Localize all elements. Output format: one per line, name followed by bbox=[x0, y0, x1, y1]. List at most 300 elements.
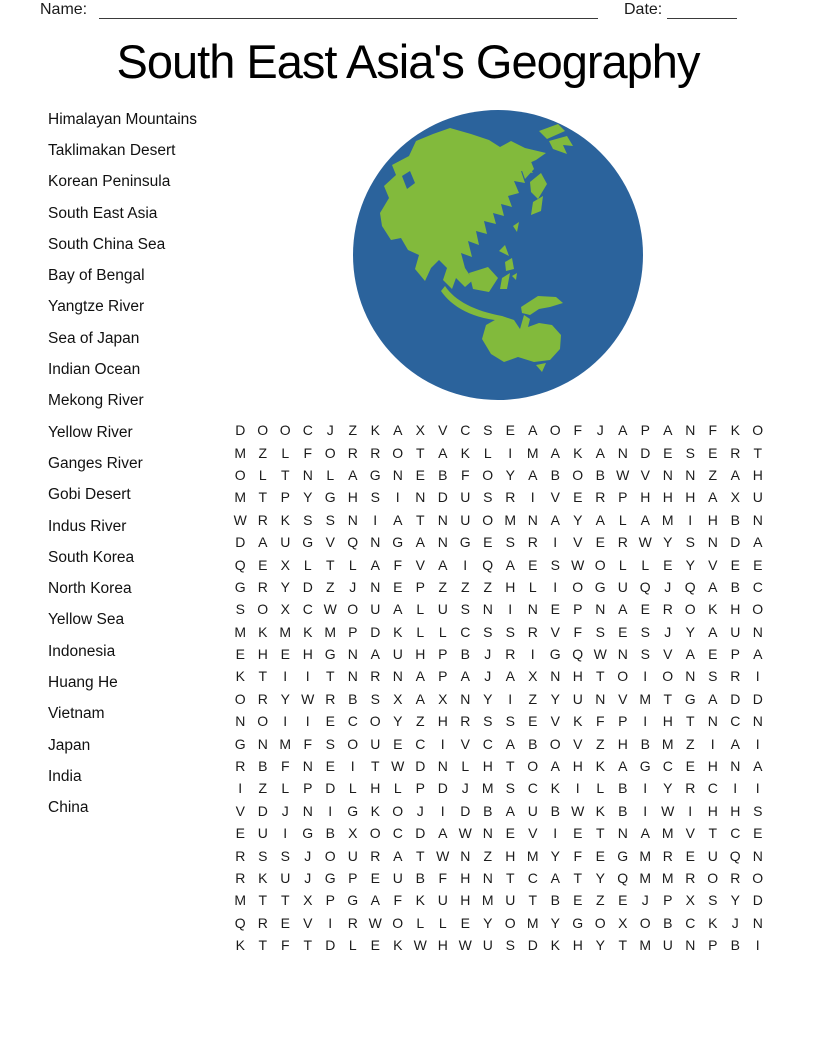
grid-letter: Q bbox=[639, 578, 651, 595]
grid-letter: D bbox=[257, 802, 268, 819]
grid-letter: K bbox=[550, 780, 560, 797]
grid-letter: H bbox=[572, 668, 583, 685]
grid-letter: I bbox=[688, 802, 693, 819]
grid-letter: A bbox=[595, 511, 605, 528]
grid-letter: L bbox=[326, 466, 335, 483]
grid-letter: N bbox=[595, 690, 606, 707]
grid-letter: U bbox=[257, 825, 268, 842]
grid-letter: U bbox=[662, 937, 673, 954]
grid-letter: L bbox=[303, 556, 312, 573]
grid-letter: G bbox=[369, 466, 381, 483]
grid-letter: S bbox=[280, 847, 290, 864]
grid-letter: K bbox=[235, 668, 245, 685]
grid-letter: X bbox=[528, 668, 538, 685]
grid-letter: H bbox=[572, 758, 583, 775]
grid-letter: M bbox=[234, 623, 247, 640]
grid-letter: E bbox=[280, 914, 290, 931]
grid-letter: A bbox=[708, 578, 718, 595]
grid-letter: F bbox=[393, 892, 403, 909]
date-blank-line[interactable] bbox=[667, 0, 737, 19]
grid-letter: H bbox=[730, 601, 741, 618]
grid-letter: T bbox=[280, 466, 290, 483]
word-list-item: Yellow River bbox=[48, 423, 133, 441]
grid-letter: L bbox=[596, 780, 605, 797]
grid-letter: A bbox=[415, 690, 425, 707]
word-list-item: South China Sea bbox=[48, 235, 166, 253]
grid-letter: I bbox=[688, 511, 693, 528]
grid-letter: I bbox=[575, 780, 580, 797]
grid-letter: W bbox=[571, 556, 585, 573]
grid-letter: N bbox=[415, 489, 426, 506]
grid-letter: X bbox=[303, 892, 313, 909]
grid-letter: I bbox=[530, 646, 535, 663]
grid-letter: I bbox=[755, 780, 760, 797]
grid-letter: W bbox=[661, 802, 675, 819]
grid-letter: R bbox=[257, 690, 268, 707]
grid-letter: I bbox=[643, 713, 648, 730]
word-list-item: Bay of Bengal bbox=[48, 267, 145, 285]
grid-letter: D bbox=[527, 937, 538, 954]
grid-letter: T bbox=[505, 870, 515, 886]
grid-letter: Q bbox=[617, 870, 629, 886]
grid-letter: F bbox=[280, 758, 290, 775]
grid-letter: O bbox=[684, 601, 696, 618]
grid-letter: T bbox=[685, 713, 695, 730]
grid-letter: Y bbox=[685, 556, 695, 573]
grid-letter: E bbox=[528, 713, 538, 730]
grid-letter: E bbox=[505, 422, 515, 439]
grid-letter: R bbox=[370, 847, 381, 864]
grid-letter: Y bbox=[685, 623, 695, 640]
grid-letter: R bbox=[235, 847, 246, 864]
grid-letter: M bbox=[639, 937, 652, 954]
grid-letter: I bbox=[553, 534, 558, 551]
grid-letter: E bbox=[685, 758, 695, 775]
grid-letter: A bbox=[438, 556, 448, 573]
grid-letter: I bbox=[755, 937, 760, 954]
grid-letter: P bbox=[325, 892, 335, 909]
grid-letter: I bbox=[395, 489, 400, 506]
grid-letter: K bbox=[235, 937, 245, 954]
grid-letter: Y bbox=[280, 690, 290, 707]
grid-letter: B bbox=[258, 758, 268, 775]
grid-letter: V bbox=[618, 690, 628, 707]
grid-letter: T bbox=[370, 758, 380, 775]
grid-letter: Q bbox=[684, 578, 696, 595]
grid-letter: H bbox=[752, 466, 763, 483]
grid-letter: B bbox=[438, 466, 448, 483]
grid-letter: O bbox=[572, 578, 584, 595]
grid-letter: E bbox=[685, 847, 695, 864]
grid-letter: R bbox=[685, 780, 696, 797]
grid-letter: H bbox=[370, 780, 381, 797]
grid-letter: C bbox=[752, 578, 763, 595]
grid-letter: P bbox=[618, 489, 628, 506]
grid-letter: J bbox=[641, 892, 649, 909]
grid-letter: W bbox=[571, 802, 585, 819]
grid-letter: E bbox=[393, 735, 403, 752]
grid-letter: C bbox=[730, 713, 741, 730]
grid-letter: A bbox=[708, 623, 718, 640]
grid-letter: B bbox=[550, 802, 560, 819]
grid-letter: P bbox=[280, 489, 290, 506]
grid-letter: Z bbox=[483, 847, 493, 864]
grid-letter: N bbox=[730, 758, 741, 775]
grid-letter: G bbox=[302, 534, 314, 551]
grid-letter: O bbox=[279, 422, 291, 439]
grid-letter: F bbox=[280, 937, 290, 954]
grid-letter: O bbox=[392, 914, 404, 931]
grid-letter: Y bbox=[573, 511, 583, 528]
grid-letter: N bbox=[347, 668, 358, 685]
grid-letter: K bbox=[708, 914, 718, 931]
grid-letter: W bbox=[323, 601, 337, 618]
grid-letter: P bbox=[438, 646, 448, 663]
grid-letter: E bbox=[595, 847, 605, 864]
grid-letter: P bbox=[348, 870, 358, 886]
word-list-item: Indian Ocean bbox=[48, 361, 141, 379]
grid-letter: I bbox=[508, 690, 513, 707]
grid-letter: J bbox=[281, 802, 289, 819]
grid-letter: S bbox=[505, 937, 515, 954]
grid-letter: T bbox=[325, 556, 335, 573]
grid-letter: P bbox=[640, 422, 650, 439]
grid-letter: F bbox=[303, 444, 313, 461]
grid-letter: U bbox=[392, 870, 403, 886]
grid-letter: H bbox=[437, 713, 448, 730]
grid-letter: S bbox=[685, 534, 695, 551]
grid-letter: K bbox=[708, 601, 718, 618]
grid-letter: S bbox=[708, 668, 718, 685]
grid-letter: A bbox=[348, 466, 358, 483]
grid-letter: C bbox=[527, 870, 538, 886]
grid-letter: M bbox=[661, 870, 674, 886]
grid-letter: N bbox=[617, 646, 628, 663]
grid-letter: K bbox=[595, 758, 605, 775]
grid-letter: L bbox=[618, 511, 627, 528]
grid-letter: A bbox=[528, 466, 538, 483]
grid-letter: S bbox=[595, 623, 605, 640]
grid-letter: C bbox=[460, 422, 471, 439]
grid-letter: Y bbox=[505, 466, 515, 483]
grid-letter: V bbox=[640, 466, 650, 483]
grid-letter: T bbox=[663, 690, 673, 707]
grid-letter: Z bbox=[708, 466, 718, 483]
grid-letter: D bbox=[752, 892, 763, 909]
grid-letter: E bbox=[595, 534, 605, 551]
grid-letter: S bbox=[640, 646, 650, 663]
grid-letter: S bbox=[303, 511, 313, 528]
name-blank-line[interactable] bbox=[99, 0, 598, 19]
grid-letter: V bbox=[303, 914, 313, 931]
grid-letter: N bbox=[685, 937, 696, 954]
grid-letter: N bbox=[257, 735, 268, 752]
grid-letter: E bbox=[235, 825, 245, 842]
grid-letter: A bbox=[393, 422, 403, 439]
grid-letter: K bbox=[370, 802, 380, 819]
grid-letter: W bbox=[301, 690, 315, 707]
grid-letter: Y bbox=[663, 534, 673, 551]
grid-letter: I bbox=[710, 735, 715, 752]
grid-letter: U bbox=[280, 870, 291, 886]
grid-letter: L bbox=[641, 556, 650, 573]
grid-letter: E bbox=[730, 556, 740, 573]
grid-letter: J bbox=[349, 578, 357, 595]
grid-letter: I bbox=[238, 780, 243, 797]
grid-letter: K bbox=[258, 870, 268, 886]
grid-letter: Z bbox=[258, 444, 268, 461]
grid-letter: W bbox=[458, 825, 472, 842]
grid-letter: S bbox=[505, 713, 515, 730]
grid-letter: Q bbox=[347, 534, 359, 551]
grid-letter: C bbox=[707, 780, 718, 797]
grid-letter: O bbox=[257, 713, 269, 730]
grid-letter: S bbox=[325, 735, 335, 752]
grid-letter: Y bbox=[595, 870, 605, 886]
grid-letter: I bbox=[328, 914, 333, 931]
grid-letter: I bbox=[508, 444, 513, 461]
grid-letter: K bbox=[393, 623, 403, 640]
grid-letter: E bbox=[258, 556, 268, 573]
grid-letter: T bbox=[415, 444, 425, 461]
grid-letter: H bbox=[617, 735, 628, 752]
grid-letter: P bbox=[708, 937, 718, 954]
grid-letter: V bbox=[573, 534, 583, 551]
grid-letter: J bbox=[326, 422, 334, 439]
grid-letter: E bbox=[753, 556, 763, 573]
grid-letter: M bbox=[234, 444, 247, 461]
grid-letter: D bbox=[415, 758, 426, 775]
grid-letter: J bbox=[731, 914, 739, 931]
grid-letter: Y bbox=[595, 937, 605, 954]
word-list-item: India bbox=[48, 767, 82, 785]
grid-letter: J bbox=[484, 668, 492, 685]
grid-letter: R bbox=[685, 870, 696, 886]
word-list-item: Indonesia bbox=[48, 642, 116, 660]
grid-letter: V bbox=[685, 825, 695, 842]
grid-letter: N bbox=[437, 534, 448, 551]
grid-letter: G bbox=[324, 489, 336, 506]
grid-letter: A bbox=[685, 646, 695, 663]
grid-letter: D bbox=[437, 780, 448, 797]
grid-letter: V bbox=[663, 646, 673, 663]
grid-letter: D bbox=[730, 534, 741, 551]
grid-letter: O bbox=[347, 601, 359, 618]
grid-letter: E bbox=[460, 914, 470, 931]
grid-letter: W bbox=[413, 937, 427, 954]
grid-letter: I bbox=[350, 758, 355, 775]
grid-letter: Z bbox=[595, 735, 605, 752]
grid-letter: R bbox=[257, 914, 268, 931]
grid-letter: T bbox=[325, 668, 335, 685]
letter-grid bbox=[229, 419, 769, 956]
grid-letter: A bbox=[550, 511, 560, 528]
grid-letter: O bbox=[549, 422, 561, 439]
word-list-item: Sea of Japan bbox=[48, 329, 140, 347]
grid-letter: C bbox=[347, 713, 358, 730]
grid-letter: N bbox=[392, 466, 403, 483]
grid-letter: N bbox=[437, 758, 448, 775]
grid-letter: W bbox=[391, 758, 405, 775]
grid-letter: A bbox=[730, 735, 740, 752]
grid-letter: H bbox=[505, 847, 516, 864]
grid-letter: S bbox=[753, 802, 763, 819]
grid-letter: H bbox=[707, 511, 718, 528]
grid-letter: G bbox=[347, 892, 359, 909]
grid-letter: D bbox=[730, 690, 741, 707]
grid-letter: S bbox=[325, 511, 335, 528]
grid-letter: I bbox=[328, 802, 333, 819]
word-list-item: Yellow Sea bbox=[48, 611, 125, 629]
grid-letter: Z bbox=[483, 578, 493, 595]
grid-letter: X bbox=[393, 690, 403, 707]
grid-letter: H bbox=[460, 892, 471, 909]
word-list-item: Taklimakan Desert bbox=[48, 141, 176, 159]
grid-letter: Q bbox=[234, 914, 246, 931]
grid-letter: S bbox=[370, 690, 380, 707]
grid-letter: A bbox=[393, 601, 403, 618]
grid-letter: T bbox=[258, 892, 268, 909]
grid-letter: I bbox=[305, 713, 310, 730]
grid-letter: N bbox=[707, 534, 718, 551]
grid-letter: C bbox=[527, 780, 538, 797]
grid-letter: J bbox=[416, 802, 424, 819]
grid-letter: X bbox=[438, 690, 448, 707]
grid-letter: A bbox=[663, 422, 673, 439]
grid-letter: A bbox=[618, 601, 628, 618]
grid-letter: P bbox=[303, 780, 313, 797]
grid-letter: C bbox=[662, 758, 673, 775]
grid-letter: M bbox=[526, 847, 539, 864]
grid-letter: J bbox=[664, 623, 672, 640]
grid-letter: R bbox=[527, 623, 538, 640]
grid-letter: J bbox=[596, 422, 604, 439]
grid-letter: V bbox=[528, 825, 538, 842]
grid-letter: O bbox=[504, 914, 516, 931]
grid-letter: M bbox=[234, 892, 247, 909]
grid-letter: K bbox=[280, 511, 290, 528]
grid-letter: N bbox=[752, 914, 763, 931]
word-list-item: Gobi Desert bbox=[48, 486, 131, 504]
grid-letter: K bbox=[550, 937, 560, 954]
grid-letter: H bbox=[707, 758, 718, 775]
grid-letter: Z bbox=[415, 713, 425, 730]
grid-letter: U bbox=[730, 623, 741, 640]
grid-letter: M bbox=[324, 623, 337, 640]
grid-letter: K bbox=[573, 444, 583, 461]
word-list-item: Indus River bbox=[48, 517, 127, 535]
grid-letter: S bbox=[708, 892, 718, 909]
grid-letter: X bbox=[280, 556, 290, 573]
grid-letter: L bbox=[348, 556, 357, 573]
grid-letter: V bbox=[550, 489, 560, 506]
grid-letter: B bbox=[550, 892, 560, 909]
word-list-item: Japan bbox=[48, 736, 91, 754]
grid-letter: X bbox=[730, 489, 740, 506]
grid-letter: Y bbox=[303, 489, 313, 506]
grid-letter: K bbox=[415, 892, 425, 909]
grid-letter: V bbox=[438, 422, 448, 439]
grid-letter: B bbox=[618, 802, 628, 819]
grid-letter: H bbox=[482, 758, 493, 775]
grid-letter: O bbox=[369, 825, 381, 842]
grid-letter: E bbox=[663, 556, 673, 573]
grid-letter: E bbox=[573, 825, 583, 842]
grid-letter: I bbox=[643, 668, 648, 685]
grid-letter: I bbox=[508, 601, 513, 618]
grid-letter: D bbox=[302, 578, 313, 595]
grid-letter: A bbox=[753, 758, 763, 775]
grid-letter: T bbox=[258, 668, 268, 685]
grid-letter: E bbox=[325, 713, 335, 730]
grid-letter: R bbox=[370, 668, 381, 685]
grid-letter: E bbox=[235, 646, 245, 663]
word-list-item: Ganges River bbox=[48, 454, 143, 472]
grid-letter: C bbox=[392, 825, 403, 842]
grid-letter: G bbox=[617, 847, 629, 864]
grid-letter: B bbox=[618, 780, 628, 797]
grid-letter: V bbox=[550, 623, 560, 640]
grid-letter: A bbox=[550, 444, 560, 461]
grid-letter: W bbox=[368, 914, 382, 931]
grid-letter: U bbox=[370, 735, 381, 752]
grid-letter: G bbox=[572, 914, 584, 931]
grid-letter: A bbox=[640, 511, 650, 528]
grid-letter: O bbox=[752, 422, 764, 439]
grid-letter: O bbox=[324, 847, 336, 864]
grid-letter: T bbox=[595, 668, 605, 685]
grid-letter: O bbox=[594, 914, 606, 931]
grid-letter: Y bbox=[550, 914, 560, 931]
grid-letter: U bbox=[527, 802, 538, 819]
grid-letter: D bbox=[235, 534, 246, 551]
grid-letter: Q bbox=[482, 556, 494, 573]
grid-letter: H bbox=[460, 870, 471, 886]
grid-letter: R bbox=[662, 601, 673, 618]
grid-letter: N bbox=[302, 802, 313, 819]
grid-letter: E bbox=[663, 444, 673, 461]
grid-letter: U bbox=[505, 892, 516, 909]
grid-letter: N bbox=[370, 578, 381, 595]
grid-letter: K bbox=[303, 623, 313, 640]
grid-letter: Y bbox=[550, 847, 560, 864]
grid-letter: P bbox=[438, 668, 448, 685]
grid-letter: A bbox=[415, 534, 425, 551]
grid-letter: L bbox=[348, 780, 357, 797]
grid-letter: I bbox=[755, 668, 760, 685]
grid-letter: D bbox=[640, 444, 651, 461]
grid-letter: I bbox=[305, 668, 310, 685]
grid-letter: L bbox=[416, 914, 425, 931]
grid-letter: E bbox=[708, 444, 718, 461]
grid-letter: R bbox=[662, 847, 673, 864]
grid-letter: N bbox=[685, 466, 696, 483]
grid-letter: A bbox=[370, 556, 380, 573]
grid-letter: J bbox=[461, 780, 469, 797]
grid-letter: E bbox=[325, 758, 335, 775]
grid-letter: C bbox=[302, 601, 313, 618]
grid-letter: U bbox=[437, 892, 448, 909]
grid-letter: K bbox=[393, 937, 403, 954]
grid-letter: E bbox=[640, 601, 650, 618]
grid-letter: E bbox=[618, 623, 628, 640]
grid-letter: R bbox=[730, 668, 741, 685]
grid-letter: V bbox=[573, 735, 583, 752]
grid-letter: A bbox=[438, 444, 448, 461]
grid-letter: F bbox=[460, 466, 470, 483]
grid-letter: P bbox=[573, 601, 583, 618]
grid-letter: I bbox=[283, 668, 288, 685]
